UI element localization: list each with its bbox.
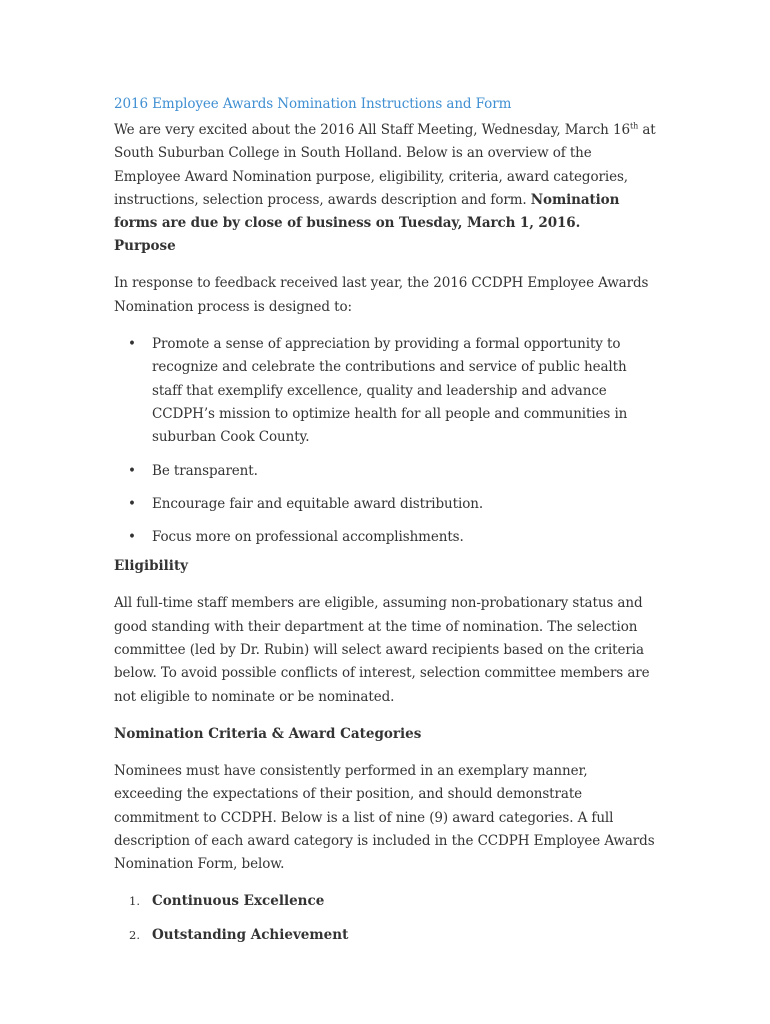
criteria-heading: Nomination Criteria & Award Categories: [114, 725, 422, 742]
list-item-text: Be transparent.: [152, 462, 258, 479]
list-item-text: Promote a sense of appreciation by providing a formal opportunity to recognize and celebrate the contributions and service of public health staff that exemplify excellence, quality and leadership and advance CCDPH’s mission to optimize health for all people and communities in suburban Cook County.: [152, 336, 628, 446]
list-item: [114, 333, 659, 449]
intro-paragraph: [114, 119, 659, 235]
list-item: [114, 493, 659, 516]
purpose-paragraph: In response to feedback received last year, the 2016 CCDPH Employee Awards Nomination process is designed to:: [114, 275, 649, 315]
date-suffix: th: [629, 121, 639, 131]
list-item-number: 1.: [129, 894, 140, 909]
list-item-number: 2.: [129, 927, 140, 942]
purpose-list: [114, 333, 659, 549]
list-item: [114, 460, 659, 483]
list-item: [114, 890, 659, 913]
deadline-notice: Nomination forms are due by close of business on Tuesday, March 1, 2016.: [114, 191, 620, 232]
list-item-text: Encourage fair and equitable award distribution.: [152, 495, 484, 512]
criteria-paragraph: Nominees must have consistently performed in an exemplary manner, exceeding the expectations of their position, and should demonstrate commitment to CCDPH. Below is a list of nine (9) award categories. A full description of each award category is included in the CCDPH Employee Awards Nomination Form, below.: [114, 762, 655, 873]
eligibility-paragraph: All full-time staff members are eligible, assuming non-probationary status and good standing with their department at the time of nomination. The selection committee (led by Dr. Rubin) will select award recipients based on the criteria below. To avoid possible conflicts of interest, selection committee members are not eligible to nominate or be nominated.: [114, 595, 650, 705]
bullet-icon: •: [128, 336, 136, 353]
bullet-icon: •: [128, 462, 136, 479]
document-title: 2016 Employee Awards Nomination Instructions and Form: [114, 96, 512, 112]
intro-text: We are very excited about the 2016 All Staff Meeting, Wednesday, March 16: [114, 122, 630, 138]
bullet-icon: •: [128, 529, 136, 546]
award-category-name: Outstanding Achievement: [152, 926, 349, 943]
award-category-name: Continuous Excellence: [152, 893, 325, 910]
award-categories-list: [114, 890, 659, 947]
document-page: [114, 93, 659, 957]
bullet-icon: •: [128, 495, 136, 512]
list-item: [114, 924, 659, 947]
purpose-heading: Purpose: [114, 238, 176, 255]
eligibility-heading: Eligibility: [114, 558, 189, 575]
list-item: [114, 526, 659, 549]
intro-text-continued: at South Suburban College in South Holland. Below is an overview of the Employee Award Nomination purpose, eligibility, criteria, award categories, instructions, selection process, awards description and form.: [114, 122, 656, 208]
list-item-text: Focus more on professional accomplishments.: [152, 529, 464, 546]
